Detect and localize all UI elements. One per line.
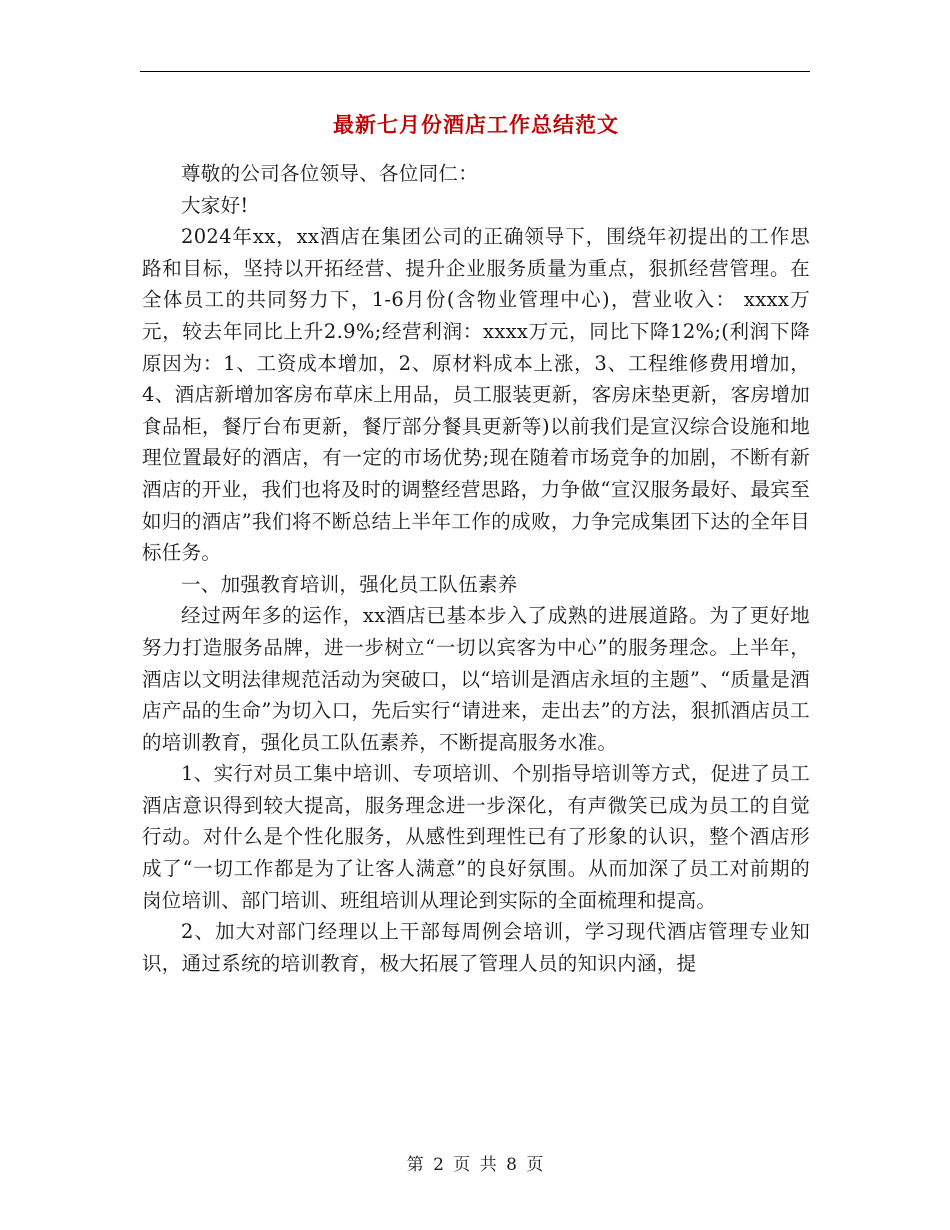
- header-rule: [140, 71, 810, 72]
- document-body: [142, 100, 810, 979]
- greeting: 大家好!: [181, 193, 249, 217]
- item-paragraph-2: 2、加大对部门经理以上干部每周例会培训，学习现代酒店管理专业知识，通过系统的培训教育，极大拓展了管理人员的知识内涵，提: [142, 920, 810, 975]
- intro-paragraph: 2024年xx，xx酒店在集团公司的正确领导下，围绕年初提出的工作思路和目标，坚持以开拓经营、提升企业服务质量为重点，狠抓经营管理。在全体员工的共同努力下，1-6月份(含物业管理中心)，营业收入： xxxx万元，较去年同比上升2.9%;经营利润：xxxx万元，同比下降12%;(利润下降原因为：1、工资成本增加，2、原材料成本上涨，3、工程维修费用增加，4、酒店新增加客房布草床上用品，员工服装更新，客房床垫更新，客房增加食品柜，餐厅台布更新，餐厅部分餐具更新等)以前我们是宣汉综合设施和地理位置最好的酒店，有一定的市场优势;现在随着市场竞争的加剧，不断有新酒店的开业，我们也将及时的调整经营思路，力争做“宣汉服务最好、最宾至如归的酒店”我们将不断总结上半年工作的成败，力争完成集团下达的全年目标任务。: [142, 225, 810, 565]
- salutation: 尊敬的公司各位领导、各位同仁：: [181, 162, 479, 185]
- section-paragraph: 经过两年多的运作，xx酒店已基本步入了成熟的进展道路。为了更好地努力打造服务品牌，进一步树立“一切以宾客为中心”的服务理念。上半年，酒店以文明法律规范活动为突破口，以“培训是酒店永垣的主题”、“质量是酒店产品的生命”为切入口，先后实行“请进来，走出去”的方法，狠抓酒店员工的培训教育，强化员工队伍素养，不断提高服务水准。: [142, 604, 810, 754]
- page-number: 第 2 页 共 8 页: [406, 1155, 544, 1175]
- item-paragraph-1: 1、实行对员工集中培训、专项培训、个别指导培训等方式，促进了员工酒店意识得到较大提高，服务理念进一步深化，有声微笑已成为员工的自觉行动。对什么是个性化服务，从感性到理性已有了形象的认识，整个酒店形成了“一切工作都是为了让客人满意”的良好氛围。从而加深了员工对前期的岗位培训、部门培训、班组培训从理论到实际的全面梳理和提高。: [142, 762, 810, 912]
- document-title: 最新七月份酒店工作总结范文: [333, 112, 619, 137]
- section-heading: 一、加强教育培训，强化员工队伍素养: [181, 572, 518, 596]
